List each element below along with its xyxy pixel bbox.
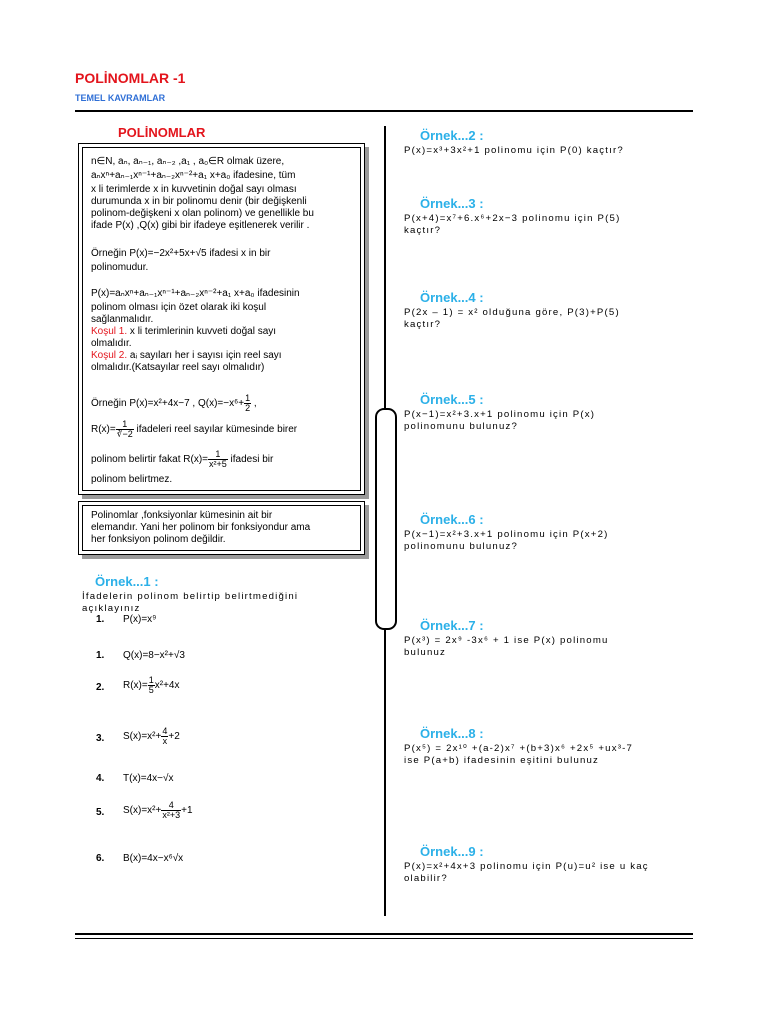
note-line: Polinomlar ,fonksiyonlar kümesinin ait bir <box>91 510 273 521</box>
note-line: elemandır. Yani her polinom bir fonksiyondur ama <box>91 522 311 533</box>
example-line <box>91 394 257 413</box>
condition-2 <box>91 350 282 362</box>
definition-box-border <box>82 147 361 491</box>
def-line: polinom-değişkeni x olan polinom) ve genellikle bu <box>91 208 314 219</box>
item-expression: B(x)=4x−x⁶√x <box>123 853 184 864</box>
item-expression <box>123 801 193 820</box>
item-number: 4. <box>96 773 105 784</box>
example-text: ifadeleri reel sayılar kümesinde birer <box>133 424 298 436</box>
fraction-denominator: 2 <box>245 403 251 413</box>
note-box <box>78 501 365 555</box>
def-line: Örneğin P(x)=−2x²+5x+√5 ifadesi x in bir <box>91 248 271 259</box>
page-title: POLİNOMLAR -1 <box>75 70 186 86</box>
fraction <box>161 801 181 820</box>
def-line: ifade P(x) ,Q(x) gibi bir ifadeye eşitlenerek verilir . <box>91 220 310 231</box>
example-question: P(x³) = 2x⁹ -3x⁶ + 1 ise P(x) polinomu <box>404 635 609 646</box>
def-line: olmalıdır.(Katsayılar reel sayı olmalıdır) <box>91 362 265 373</box>
def-line: polinom olması için özet olarak iki koşul <box>91 302 267 313</box>
example-question: P(2x – 1) = x² olduğuna göre, P(3)+P(5) <box>404 307 620 318</box>
fraction-numerator: 4 <box>161 801 181 811</box>
item-number: 3. <box>96 733 105 744</box>
example-question: kaçtır? <box>404 319 442 330</box>
item-number: 1. <box>96 614 105 625</box>
item-expression <box>123 676 179 695</box>
item-number: 2. <box>96 682 105 693</box>
fraction <box>208 450 228 469</box>
example-title: Örnek...7 : <box>420 618 484 633</box>
def-line: olmalıdır. <box>91 338 132 349</box>
def-line: P(x)=aₙxⁿ+aₙ₋₁xⁿ⁻¹+aₙ₋₂xⁿ⁻²+a₁ x+a₀ ifadesinin <box>91 288 300 299</box>
example-question: kaçtır? <box>404 225 442 236</box>
fraction-numerator: 4 <box>162 726 168 736</box>
def-line: polinomudur. <box>91 262 149 273</box>
example-text: Örneğin P(x)=x²+4x−7 , Q(x)=−x⁶+ <box>91 398 245 410</box>
page-subtitle: TEMEL KAVRAMLAR <box>75 93 166 103</box>
def-line: durumunda x in bir polinomu denir (bir değişkenli <box>91 196 307 207</box>
example-1-title: Örnek...1 : <box>95 574 159 589</box>
fraction-numerator: 1 <box>116 420 134 430</box>
item-expression <box>123 727 180 746</box>
expr-text: +2 <box>168 731 180 743</box>
expr-text: S(x)=x²+ <box>123 731 162 743</box>
example-question: P(x)=x²+4x+3 polinomu için P(u)=u² ise u kaç <box>404 861 649 872</box>
definition-box <box>78 143 365 495</box>
example-1-text: açıklayınız <box>82 603 141 614</box>
fraction-denominator: ∛−2 <box>116 429 133 439</box>
example-question: polinomunu bulunuz? <box>404 421 519 432</box>
example-title: Örnek...3 : <box>420 196 484 211</box>
example-text: polinom belirtir fakat R(x)= <box>91 454 208 466</box>
fraction <box>148 676 155 695</box>
def-line: sağlanmalıdır. <box>91 314 154 325</box>
expr-text: +1 <box>181 805 193 817</box>
example-text: ifadesi bir <box>227 454 274 466</box>
header-divider <box>75 110 693 112</box>
fraction-denominator: x²+5 <box>208 459 227 469</box>
def-line: polinom belirtmez. <box>91 474 173 485</box>
item-number: 1. <box>96 650 105 661</box>
item-number: 5. <box>96 807 105 818</box>
fraction-denominator: x <box>162 736 168 746</box>
column-divider-ornament <box>375 408 397 630</box>
example-text: , <box>251 398 257 410</box>
example-question: olabilir? <box>404 873 448 884</box>
condition-2-text: aᵢ sayıları her i sayısı için reel sayı <box>127 350 282 361</box>
example-question: P(x)=x³+3x²+1 polinomu için P(0) kaçtır? <box>404 145 624 156</box>
section-title: POLİNOMLAR <box>118 125 206 140</box>
condition-1-label: Koşul 1. <box>91 326 128 337</box>
item-expression: T(x)=4x−√x <box>123 773 174 784</box>
item-expression: Q(x)=8−x²+√3 <box>123 650 185 661</box>
example-question: polinomunu bulunuz? <box>404 541 519 552</box>
footer-rule-top <box>75 933 693 935</box>
example-text: R(x)= <box>91 424 116 436</box>
example-line <box>91 450 273 469</box>
example-question: ise P(a+b) ifadesinin eşitini bulunuz <box>404 755 600 766</box>
fraction-denominator: x²+3 <box>162 810 181 820</box>
example-question: P(x+4)=x⁷+6.x⁶+2x−3 polinomu için P(5) <box>404 213 621 224</box>
def-line: n∈N, aₙ, aₙ₋₁, aₙ₋₂ ,a₁ , a₀∈R olmak üzere, <box>91 156 285 167</box>
example-question: bulunuz <box>404 647 447 658</box>
expr-text: S(x)=x²+ <box>123 805 162 817</box>
expr-text: R(x)= <box>123 680 148 692</box>
example-1-text: İfadelerin polinom belirtip belirtmediğini <box>82 591 299 602</box>
example-title: Örnek...4 : <box>420 290 484 305</box>
fraction-denominator: 5 <box>148 685 154 695</box>
example-title: Örnek...5 : <box>420 392 484 407</box>
example-line <box>91 420 297 439</box>
condition-2-label: Koşul 2. <box>91 350 128 361</box>
footer-rule-bottom <box>75 938 693 939</box>
note-box-border <box>82 505 361 551</box>
example-title: Örnek...8 : <box>420 726 484 741</box>
def-line: x li terimlerde x in kuvvetinin doğal sayı olması <box>91 184 297 195</box>
fraction-numerator: 1 <box>208 450 228 460</box>
item-expression: P(x)=x⁹ <box>123 614 157 625</box>
example-question: P(x−1)=x²+3.x+1 polinomu için P(x+2) <box>404 529 609 540</box>
fraction-numerator: 1 <box>148 675 154 685</box>
item-number: 6. <box>96 853 105 864</box>
condition-1-text: x li terimlerinin kuvveti doğal sayı <box>127 326 277 337</box>
condition-1 <box>91 326 276 338</box>
fraction <box>116 420 134 439</box>
fraction-numerator: 1 <box>245 393 251 403</box>
example-question: P(x−1)=x²+3.x+1 polinomu için P(x) <box>404 409 596 420</box>
example-title: Örnek...6 : <box>420 512 484 527</box>
note-line: her fonksiyon polinom değildir. <box>91 534 226 545</box>
expr-text: x²+4x <box>154 680 180 692</box>
def-line: aₙxⁿ+aₙ₋₁xⁿ⁻¹+aₙ₋₂xⁿ⁻²+a₁ x+a₀ ifadesine, tüm <box>91 170 296 181</box>
example-title: Örnek...9 : <box>420 844 484 859</box>
example-title: Örnek...2 : <box>420 128 484 143</box>
example-question: P(x⁵) = 2x¹⁰ +(a-2)x⁷ +(b+3)x⁶ +2x⁵ +ux³-7 <box>404 743 634 754</box>
